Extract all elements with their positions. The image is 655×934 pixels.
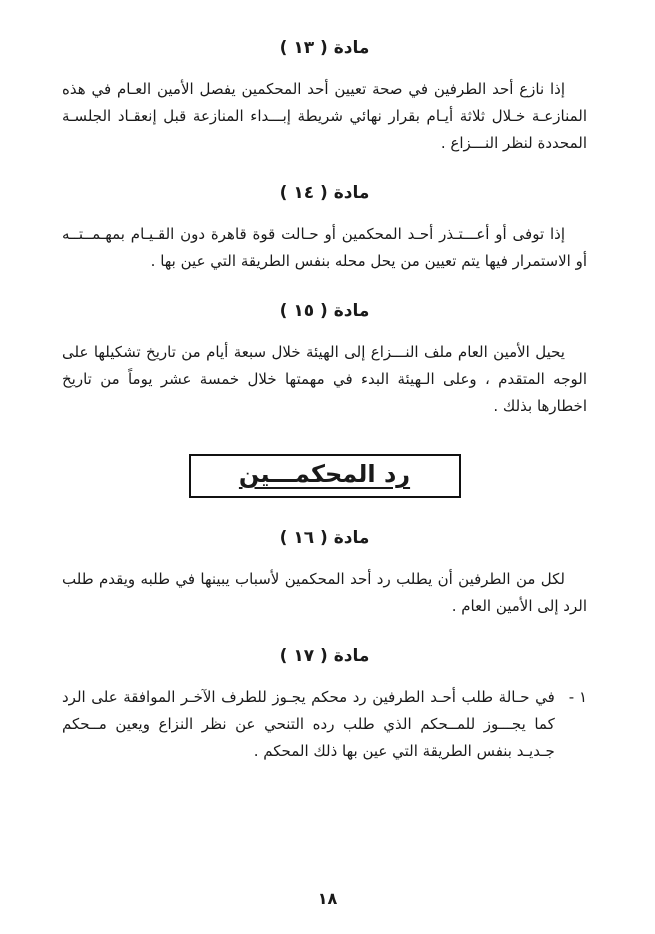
section-title: رد المحكمـــين [238,460,411,488]
page-number: ١٨ [317,889,338,908]
article-16-heading: مادة ( ١٦ ) [279,528,370,548]
article-13 [62,38,587,157]
article-17-item-1-body: في حـالة طلب أحـد الطرفين رد محكم يجـوز للطرف الآخـر الموافقة على الرد كما يجـــوز للمــحكم الذي طلب رده التنحي عن نظر النزاع ويعين مــحكم جـديـد بنفس الطريقة التي عين بها ذلك المحكم . [62,688,555,760]
article-17 [62,646,587,765]
article-14-body: إذا توفى أو أعـــتـذر أحـد المحكمين أو حـالت قوة قاهرة دون القـيـام بمهـمــتــه أو الاستمرار فيها يتم تعيين من يحل محله بنفس الطريقة التي عين بها . [62,225,587,270]
article-16 [62,528,587,620]
section-title-wrap [62,454,587,498]
article-13-heading: مادة ( ١٣ ) [279,38,370,58]
article-13-body: إذا نازع أحد الطرفين في صحة تعيين أحد المحكمين يفصل الأمين العـام في هذه المنازعـة خـلال ثلاثة أيـام بقرار نهائي شريطة إبـــداء المنازعة قبل إنعقـاد الجلسـة المحددة لنظر النـــزاع . [62,80,587,152]
article-15 [62,301,587,420]
article-15-body: يحيل الأمين العام ملف النـــزاع إلى الهيئة خلال سبعة أيام من تاريخ تشكيلها على الوجه المتقدم ، وعلى الـهيئة البدء في مهمتها خلال خمسة عشر يوماً من تاريخ اخطارها بذلك . [62,343,587,415]
article-14-heading: مادة ( ١٤ ) [279,183,370,203]
article-17-item-1-marker: ١ - [568,688,587,706]
article-14 [62,183,587,275]
article-16-body: لكل من الطرفين أن يطلب رد أحد المحكمين لأسباب يبينها في طلبه ويقدم طلب الرد إلى الأمين العام . [62,570,587,615]
section-title-box [189,454,461,498]
article-17-item-1 [62,684,587,765]
article-15-heading: مادة ( ١٥ ) [279,301,370,321]
article-17-heading: مادة ( ١٧ ) [279,646,370,666]
